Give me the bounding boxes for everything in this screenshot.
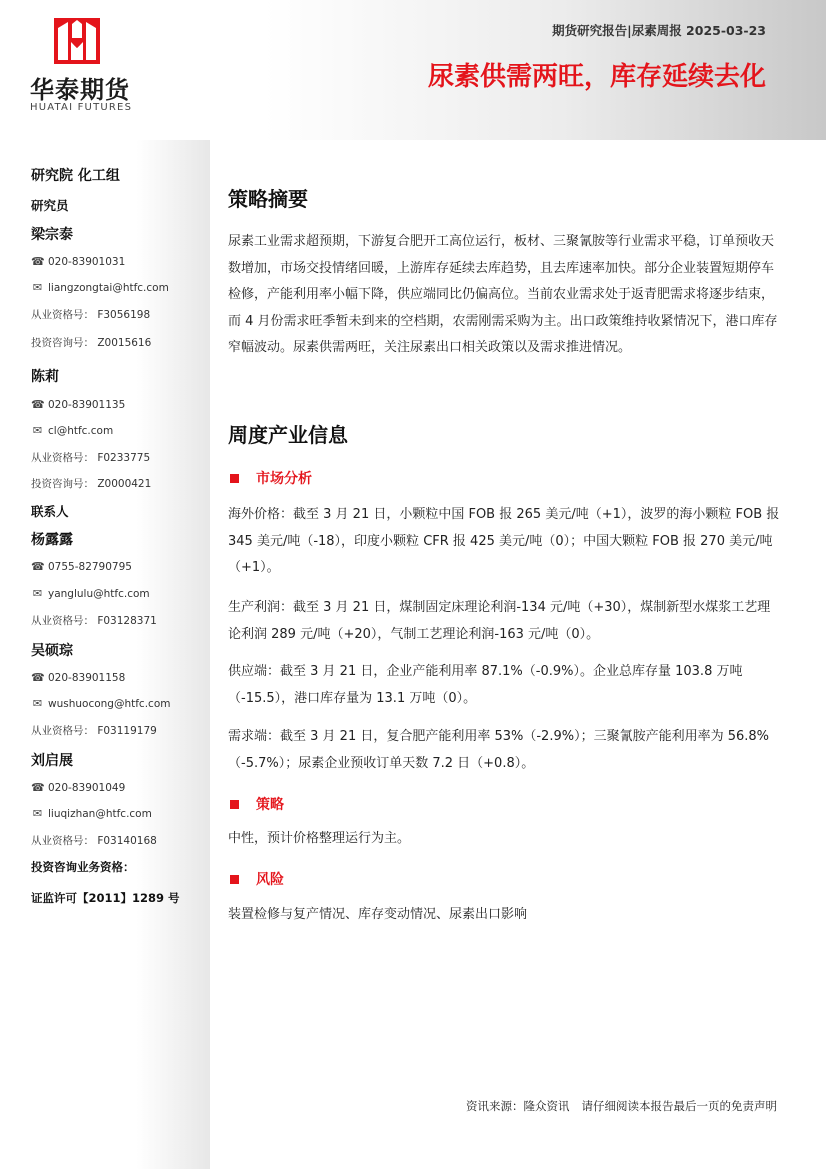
- researcher-name: 陈莉: [31, 369, 59, 385]
- section-label: 策略: [256, 797, 284, 813]
- phone-number: 0755-82790795: [48, 560, 132, 573]
- report-header: [0, 0, 826, 140]
- report-meta: 期货研究报告|尿素周报 2025-03-23: [552, 23, 766, 38]
- phone-line: [31, 560, 132, 573]
- logo-chinese-text: 华泰期货: [30, 76, 130, 104]
- contact-name: 刘启展: [31, 753, 73, 769]
- department-title: 研究院 化工组: [31, 168, 120, 184]
- company-logo: [30, 14, 133, 119]
- phone-number: 020-83901158: [48, 671, 126, 684]
- phone-line: [31, 671, 125, 684]
- phone-icon: ☎: [31, 671, 45, 684]
- envelope-icon: ✉: [32, 697, 43, 710]
- weekly-info-heading: 周度产业信息: [228, 423, 348, 447]
- contact-name: 吴硕琮: [31, 643, 73, 659]
- researcher-name: 梁宗泰: [31, 227, 73, 243]
- email-line: [31, 807, 152, 820]
- qualification-number: 从业资格号： F03119179: [31, 725, 157, 737]
- email-line: [31, 281, 169, 294]
- license-label: 投资咨询业务资格：: [31, 860, 135, 874]
- summary-heading: 策略摘要: [228, 187, 308, 211]
- qualification-number: 从业资格号： F03140168: [31, 835, 157, 847]
- advisor-number: 投资咨询号： Z0000421: [31, 478, 152, 490]
- section-label: 市场分析: [256, 471, 312, 487]
- phone-icon: ☎: [31, 398, 45, 411]
- contact-label: 联系人: [31, 504, 69, 519]
- summary-paragraph: 尿素工业需求超预期，下游复合肥开工高位运行，板材、三聚氰胺等行业需求平稳，订单预收天数增加，市场交投情绪回暖，上游库存延续去库趋势，且去库速率加快。部分企业装置短期停车检修，产能利用率小幅下降，供应端同比仍偏高位。当前农业需求处于返青肥需求将逐步结束，而 4 月份需求旺季暂未到来的空档期，农需刚需采购为主。出口政策维持收紧情况下，港口库存窄幅波动。尿素供需两旺，关注尿素出口相关政策以及需求推进情况。: [228, 234, 778, 355]
- square-bullet-icon: [230, 474, 239, 483]
- email-address[interactable]: liuqizhan@htfc.com: [48, 807, 152, 820]
- overseas-price-paragraph: 海外价格：截至 3 月 21 日，小颗粒中国 FOB 报 265 美元/吨（+1），波罗的海小颗粒 FOB 报 345 美元/吨（-18），印度小颗粒 CFR 报 425 美元/吨（0）；中国大颗粒 FOB 报 270 美元/吨（+1）。: [228, 507, 780, 575]
- license-value: 证监许可【2011】1289 号: [31, 891, 180, 905]
- phone-line: [31, 255, 125, 268]
- risk-paragraph: 装置检修与复产情况、库存变动情况、尿素出口影响: [228, 907, 528, 922]
- phone-line: [31, 398, 125, 411]
- report-title: 尿素供需两旺，库存延续去化: [427, 62, 766, 92]
- email-address[interactable]: cl@htfc.com: [48, 424, 114, 437]
- market-analysis-heading: [230, 468, 312, 488]
- square-bullet-icon: [230, 875, 239, 884]
- envelope-icon: ✉: [32, 807, 43, 820]
- risk-heading: [230, 869, 284, 889]
- researcher-label: 研究员: [31, 198, 69, 213]
- email-address[interactable]: liangzongtai@htfc.com: [48, 281, 169, 294]
- phone-icon: ☎: [31, 560, 45, 573]
- envelope-icon: ✉: [32, 587, 43, 600]
- email-line: [31, 587, 150, 600]
- phone-number: 020-83901049: [48, 781, 126, 794]
- phone-icon: ☎: [31, 781, 45, 794]
- email-address[interactable]: wushuocong@htfc.com: [48, 697, 171, 710]
- email-line: [31, 424, 113, 437]
- supply-paragraph: 供应端：截至 3 月 21 日，企业产能利用率 87.1%（-0.9%）。企业总库存量 103.8 万吨（-15.5），港口库存量为 13.1 万吨（0）。: [228, 664, 743, 706]
- phone-icon: ☎: [31, 255, 45, 268]
- section-label: 风险: [256, 872, 284, 888]
- qualification-number: 从业资格号： F03128371: [31, 615, 157, 627]
- square-bullet-icon: [230, 800, 239, 809]
- email-address[interactable]: yanglulu@htfc.com: [48, 587, 150, 600]
- advisor-number: 投资咨询号： Z0015616: [31, 337, 152, 349]
- production-profit-paragraph: 生产利润：截至 3 月 21 日，煤制固定床理论利润-134 元/吨（+30），煤制新型水煤浆工艺理论利润 289 元/吨（+20），气制工艺理论利润-163 元/吨（0）。: [228, 600, 771, 642]
- contact-name: 杨露露: [31, 532, 73, 548]
- demand-paragraph: 需求端：截至 3 月 21 日，复合肥产能利用率 53%（-2.9%）；三聚氰胺产能利用率为 56.8%（-5.7%）；尿素企业预收订单天数 7.2 日（+0.8）。: [228, 729, 770, 771]
- disclaimer-note: 请仔细阅读本报告最后一页的免责声明: [581, 1099, 777, 1113]
- qualification-number: 从业资格号： F0233775: [31, 452, 151, 464]
- phone-number: 020-83901135: [48, 398, 126, 411]
- page-footer: [466, 1098, 777, 1114]
- strategy-heading: [230, 794, 284, 814]
- strategy-paragraph: 中性，预计价格整理运行为主。: [228, 831, 411, 846]
- phone-number: 020-83901031: [48, 255, 126, 268]
- source-note: 资讯来源：隆众资讯: [466, 1099, 570, 1113]
- huatai-logo-icon: [54, 18, 100, 64]
- email-line: [31, 697, 170, 710]
- envelope-icon: ✉: [32, 424, 43, 437]
- qualification-number: 从业资格号： F3056198: [31, 309, 151, 321]
- envelope-icon: ✉: [32, 281, 43, 294]
- phone-line: [31, 781, 125, 794]
- logo-english-text: HUATAI FUTURES: [30, 102, 133, 113]
